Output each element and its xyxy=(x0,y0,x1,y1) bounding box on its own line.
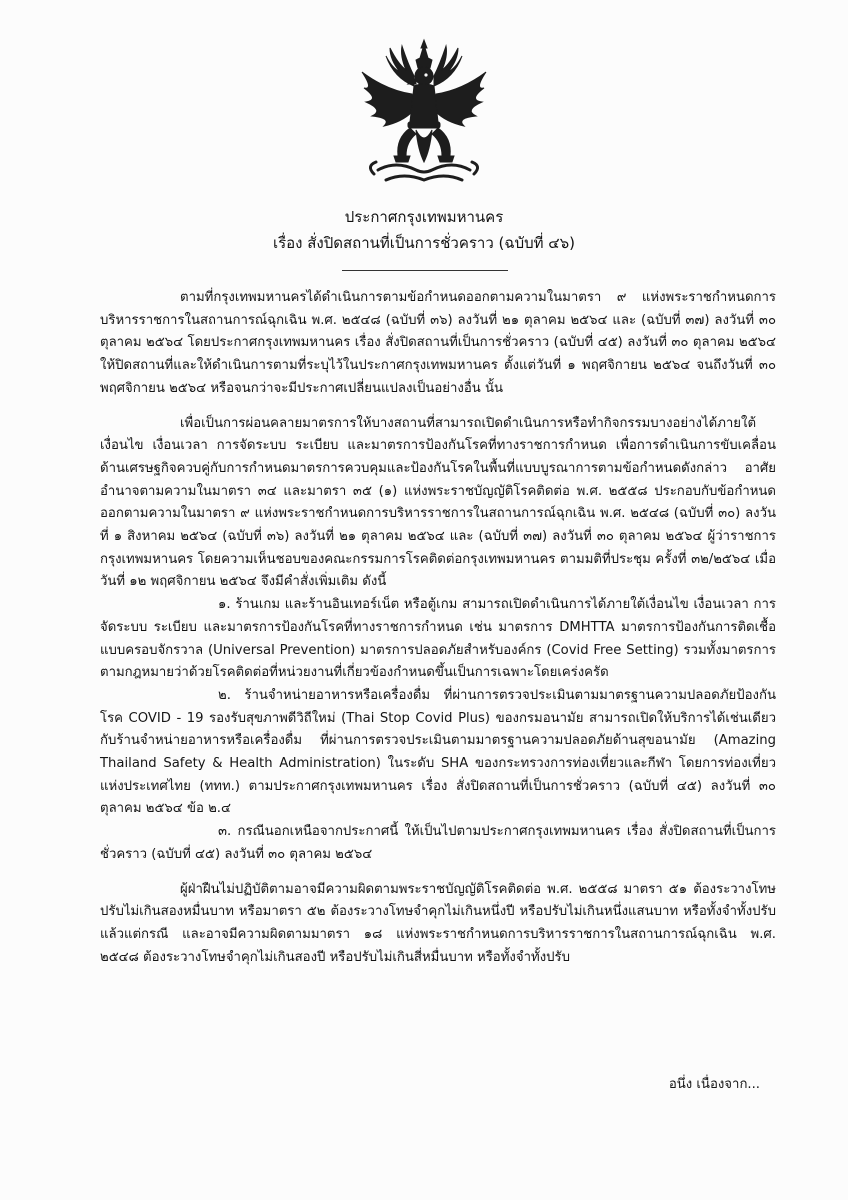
order-item-3: ๓. กรณีนอกเหนือจากประกาศนี้ ให้เป็นไปตามประกาศกรุงเทพมหานคร เรื่อง สั่งปิดสถานที่เป็นการชั่วคราว (ฉบับที่ ๔๕) ลงวันที่ ๓๐ ตุลาคม ๒๕๖๔ xyxy=(100,824,776,862)
garuda-emblem-icon xyxy=(356,38,492,188)
paragraph-penalty: ผู้ฝ่าฝืนไม่ปฏิบัติตามอาจมีความผิดตามพระราชบัญญัติโรคติดต่อ พ.ศ. ๒๕๕๘ มาตรา ๕๑ ต้องระวางโทษปรับไม่เกินสองหมื่นบาท หรือมาตรา ๕๒ ต้องระวางโทษจำคุกไม่เกินหนึ่งปี หรือปรับไม่เกินหนึ่งแสนบาท หรือทั้งจำทั้งปรับ แล้วแต่กรณี และอาจมีความผิดตามมาตรา ๑๘ แห่งพระราชกำหนดการบริหารราชการในสถานการณ์ฉุกเฉิน พ.ศ. ๒๕๔๘ ต้องระวางโทษจำคุกไม่เกินสองปี หรือปรับไม่เกินสี่หมื่นบาท หรือทั้งจำทั้งปรับ xyxy=(100,881,776,965)
paragraph-background: ตามที่กรุงเทพมหานครได้ดำเนินการตามข้อกำหนดออกตามความในมาตรา ๙ แห่งพระราชกำหนดการบริหารราชการในสถานการณ์ฉุกเฉิน พ.ศ. ๒๕๔๘ (ฉบับที่ ๓๖) ลงวันที่ ๒๑ ตุลาคม ๒๕๖๔ และ (ฉบับที่ ๓๗) ลงวันที่ ๓๐ ตุลาคม ๒๕๖๔ โดยประกาศกรุงเทพมหานคร เรื่อง สั่งปิดสถานที่เป็นการชั่วคราว (ฉบับที่ ๔๕) ลงวันที่ ๓๐ ตุลาคม ๒๕๖๔ ให้ปิดสถานที่และให้ดำเนินการตามที่ระบุไว้ในประกาศกรุงเทพมหานคร ตั้งแต่วันที่ ๑ พฤศจิกายน ๒๕๖๔ จนถึงวันที่ ๓๐ พฤศจิกายน ๒๕๖๔ หรือจนกว่าจะมีประกาศเปลี่ยนแปลงเป็นอย่างอื่น นั้น xyxy=(100,290,776,396)
announcement-subject: เรื่อง สั่งปิดสถานที่เป็นการชั่วคราว (ฉบับที่ ๔๖) xyxy=(272,234,576,252)
paragraph-authority: เพื่อเป็นการผ่อนคลายมาตรการให้บางสถานที่สามารถเปิดดำเนินการหรือทำกิจกรรมบางอย่างได้ภายใต้เงื่อนไข เงื่อนเวลา การจัดระบบ ระเบียบ และมาตรการป้องกันโรคที่ทางราชการกำหนด เพื่อการดำเนินการขับเคลื่อนด้านเศรษฐกิจควบคู่กับการกำหนดมาตรการควบคุมและป้องกันโรคในพื้นที่แบบบูรณาการตามข้อกำหนดดังกล่าว อาศัยอำนาจตามความในมาตรา ๓๔ และมาตรา ๓๕ (๑) แห่งพระราชบัญญัติโรคติดต่อ พ.ศ. ๒๕๕๘ ประกอบกับข้อกำหนดออกตามความในมาตรา ๙ แห่งพระราชกำหนดการบริหารราชการในสถานการณ์ฉุกเฉิน พ.ศ. ๒๕๔๘ (ฉบับที่ ๓๐) ลงวันที่ ๑ สิงหาคม ๒๕๖๔ (ฉบับที่ ๓๖) ลงวันที่ ๒๑ ตุลาคม ๒๕๖๔ และ (ฉบับที่ ๓๗) ลงวันที่ ๓๐ ตุลาคม ๒๕๖๔ ผู้ว่าราชการกรุงเทพมหานคร โดยความเห็นชอบของคณะกรรมการโรคติดต่อกรุงเทพมหานคร ตามมติที่ประชุม ครั้งที่ ๓๒/๒๕๖๔ เมื่อวันที่ ๑๒ พฤศจิกายน ๒๕๖๔ จึงมีคำสั่งเพิ่มเติม ดังนี้ xyxy=(100,415,776,590)
order-item-1: ๑. ร้านเกม และร้านอินเทอร์เน็ต หรือตู้เกม สามารถเปิดดำเนินการได้ภายใต้เงื่อนไข เงื่อนเวลา การจัดระบบ ระเบียบ และมาตรการป้องกันโรคที่ทางราชการกำหนด เช่น มาตรการ DMHTTA มาตรการป้องกันการติดเชื้อแบบครอบจักรวาล (Universal Prevention) มาตรการปลอดภัยสำหรับองค์กร (Covid Free Setting) รวมทั้งมาตรการตามกฎหมายว่าด้วยโรคติดต่อที่หน่วยงานที่เกี่ยวข้องกำหนดขึ้นเป็นการเฉพาะโดยเคร่งครัด xyxy=(100,597,776,681)
title-divider xyxy=(342,270,508,271)
announcement-title: ประกาศกรุงเทพมหานคร xyxy=(344,208,504,226)
order-item-2: ๒. ร้านจำหน่ายอาหารหรือเครื่องดื่ม ที่ผ่านการตรวจประเมินตามมาตรฐานความปลอดภัยป้องกันโรค COVID - 19 รองรับสุขภาพดีวิถีใหม่ (Thai Stop Covid Plus) ของกรมอนามัย สามารถเปิดให้บริการได้เช่นเดียวกับร้านจำหน่ายอาหารหรือเครื่องดื่ม ที่ผ่านการตรวจประเมินตามมาตรฐานความปลอดภัยด้านสุขอนามัย (Amazing Thailand Safety & Health Administration) ในระดับ SHA ของกระทรวงการท่องเที่ยวและกีฬา โดยการท่องเที่ยวแห่งประเทศไทย (ททท.) ตามประกาศกรุงเทพมหานคร เรื่อง สั่งปิดสถานที่เป็นการชั่วคราว (ฉบับที่ ๔๕) ลงวันที่ ๓๐ ตุลาคม ๒๕๖๔ ข้อ ๒.๔ xyxy=(100,687,776,817)
announcement-body xyxy=(100,287,776,969)
continuation-note: อนึ่ง เนื่องจาก... xyxy=(668,1077,760,1092)
